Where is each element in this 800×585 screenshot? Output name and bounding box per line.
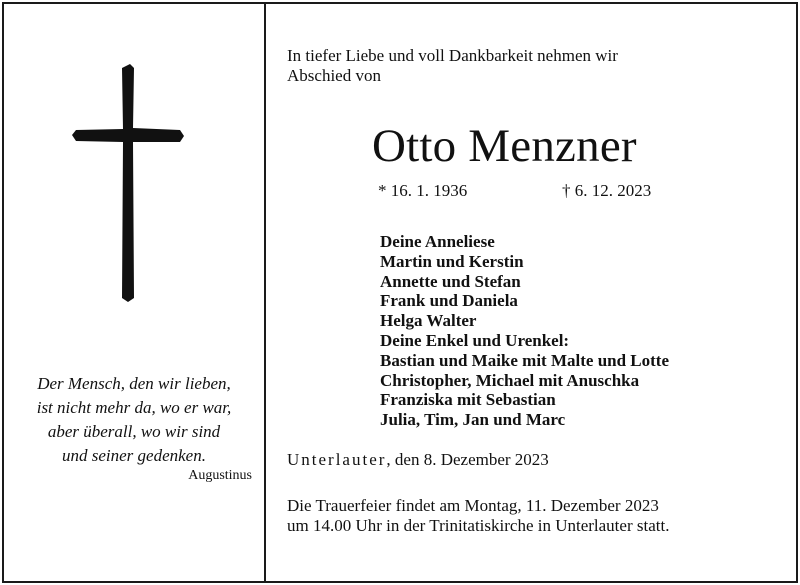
intro-line: In tiefer Liebe und voll Dankbarkeit nehmen wir — [287, 46, 618, 65]
quote-text — [6, 372, 262, 468]
quote-line: Der Mensch, den wir lieben, — [37, 374, 231, 393]
list-item: Annette und Stefan — [380, 271, 521, 291]
death-date: † 6. 12. 2023 — [562, 181, 652, 200]
mourners-list — [380, 232, 669, 430]
deceased-name: Otto Menzner — [372, 120, 637, 172]
funeral-line: um 14.00 Uhr in der Trinitatiskirche in Unterlauter statt. — [287, 516, 670, 535]
place-name: Unterlauter — [287, 450, 387, 469]
funeral-info — [287, 496, 787, 536]
list-item: Julia, Tim, Jan und Marc — [380, 410, 566, 430]
quote-line: ist nicht mehr da, wo er war, — [36, 398, 232, 417]
intro-text — [287, 46, 767, 86]
list-item: Deine Anneliese — [380, 232, 495, 251]
column-divider — [264, 2, 266, 583]
notice-date: , den 8. Dezember 2023 — [386, 450, 549, 469]
intro-line: Abschied von — [287, 66, 381, 85]
quote-author: Augustinus — [188, 468, 252, 483]
list-item: Martin und Kerstin — [380, 251, 524, 271]
list-item: Frank und Daniela — [380, 291, 518, 311]
list-item: Franziska mit Sebastian — [380, 390, 556, 410]
list-item: Christopher, Michael mit Anuschka — [380, 370, 640, 390]
list-item: Deine Enkel und Urenkel: — [380, 330, 570, 350]
place-date-line — [287, 450, 549, 470]
birth-date: * 16. 1. 1936 — [378, 181, 468, 200]
list-item: Bastian und Maike mit Malte und Lotte — [380, 350, 670, 370]
cross-icon — [70, 62, 186, 304]
quote-line: aber überall, wo wir sind — [47, 422, 221, 441]
funeral-line: Die Trauerfeier findet am Montag, 11. Dezember 2023 — [287, 496, 659, 515]
list-item: Helga Walter — [380, 311, 477, 331]
quote-line: und seiner gedenken. — [62, 446, 206, 465]
